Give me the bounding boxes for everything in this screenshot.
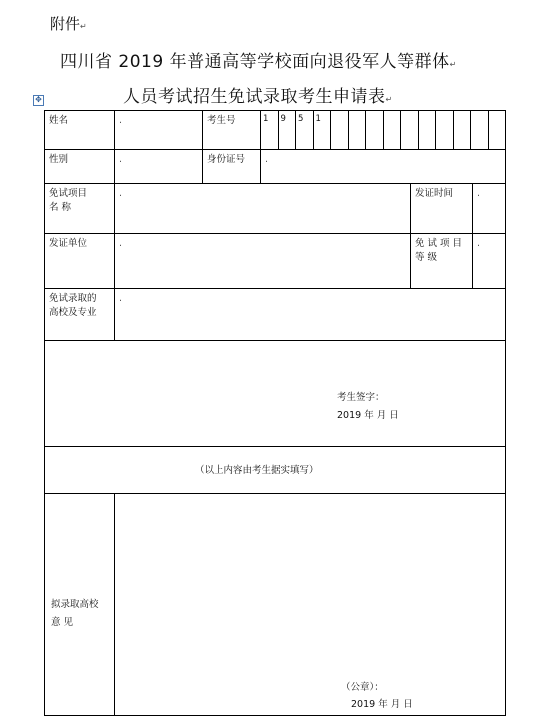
form-title-line-1: 四川省 2019 年普通高等学校面向退役军人等群体↵ [60,52,457,72]
signature-label: 考生签字： [337,392,385,403]
issuer-label-cell: 发证单位 [45,234,115,289]
issue-time-label-cell: 发证时间 [411,184,473,234]
admit-school-value-cell[interactable]: . [115,289,506,341]
gender-value-cell[interactable]: . [115,150,203,184]
attachment-heading: 附件↵ [50,15,87,33]
exam-no-digit[interactable] [349,111,367,149]
fill-note-cell [45,447,506,494]
exam-no-digit[interactable] [419,111,437,149]
exam-no-digit[interactable]: 5 [296,111,314,149]
application-form-table [44,110,506,716]
name-label-cell: 姓名 [45,111,115,150]
id-value-cell[interactable]: . [261,150,506,184]
admit-school-label-cell: 免试录取的 高校及专业 [45,289,115,341]
gender-label-cell: 性别 [45,150,115,184]
exam-no-digit[interactable]: 9 [279,111,297,149]
issue-time-value-cell[interactable]: . [473,184,506,234]
seal-date: 2019 年 月 日 [351,699,413,710]
item-level-label-cell: 免 试 项 目 等 级 [411,234,473,289]
opinion-label-cell [45,494,115,716]
exam-no-digits-cell[interactable] [261,111,506,150]
id-label-cell: 身份证号 [203,150,261,184]
seal-label: （公章）： [341,682,384,693]
opinion-label: 拟录取高校 意 见 [51,599,99,628]
exam-no-digit[interactable]: 1 [314,111,332,149]
exam-no-digit[interactable] [454,111,472,149]
form-title-line-2: 人员考试招生免试录取考生申请表↵ [123,87,393,107]
item-name-value-cell[interactable]: . [115,184,411,234]
exam-no-digit-boxes [261,111,505,149]
exam-no-digit[interactable] [331,111,349,149]
exam-no-digit[interactable] [384,111,402,149]
exam-no-label-cell: 考生号 [203,111,261,150]
exam-no-digit[interactable] [489,111,506,149]
table-move-handle-icon[interactable]: ✥ [33,95,44,106]
signature-date: 2019 年 月 日 [337,410,399,421]
exam-no-digit[interactable] [471,111,489,149]
opinion-value-cell[interactable] [115,494,506,716]
item-level-value-cell[interactable]: . [473,234,506,289]
item-name-label-cell: 免试项目 名 称 [45,184,115,234]
name-value-cell[interactable]: . [115,111,203,150]
exam-no-digit[interactable] [401,111,419,149]
exam-no-digit[interactable]: 1 [261,111,279,149]
issuer-value-cell[interactable]: . [115,234,411,289]
fill-note-text: （以上内容由考生据实填写） [195,465,319,476]
exam-no-digit[interactable] [436,111,454,149]
candidate-statement-cell[interactable] [45,341,506,447]
exam-no-digit[interactable] [366,111,384,149]
